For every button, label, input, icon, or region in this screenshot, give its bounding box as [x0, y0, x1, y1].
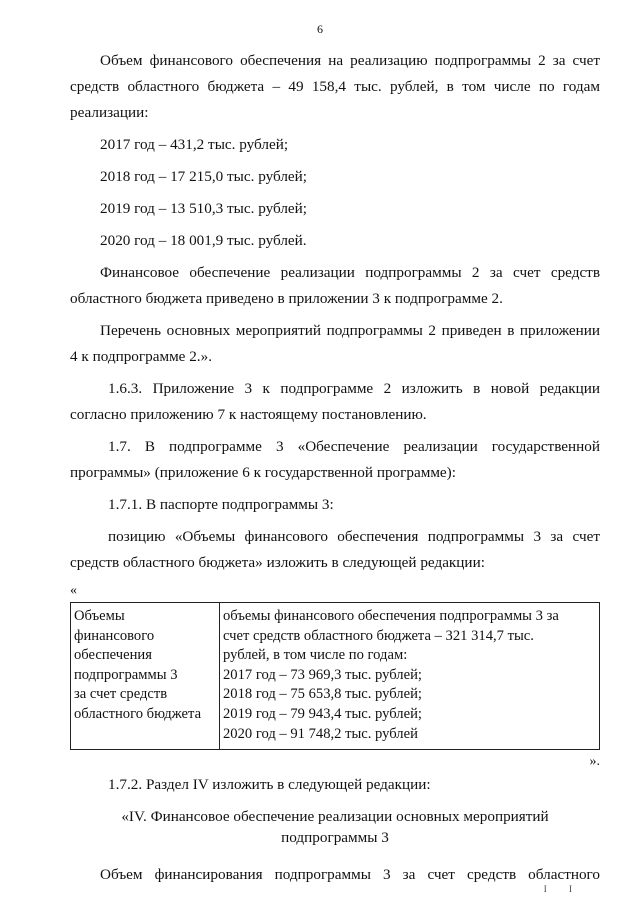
opening-quote: «: [70, 583, 77, 598]
paragraph-line: Объем финансирования подпрограммы 3 за счет средств областного: [100, 866, 600, 884]
scan-mark: I I: [543, 884, 582, 894]
paragraph-line: программы» (приложение 6 к государственной программе):: [70, 464, 456, 481]
table-cell-value: [220, 603, 600, 750]
cell-line: счет средств областного бюджета – 321 314,7 тыс.: [223, 627, 534, 644]
paragraph-line: 1.7.1. В паспорте подпрограммы 3:: [108, 496, 334, 513]
cell-line: 2020 год – 91 748,2 тыс. рублей: [223, 725, 418, 742]
year-line-2019: 2019 год – 13 510,3 тыс. рублей;: [100, 200, 308, 217]
passport-table: [70, 602, 600, 750]
year-line-2020: 2020 год – 18 001,9 тыс. рублей.: [100, 232, 307, 249]
paragraph-line: 1.6.3. Приложение 3 к подпрограмме 2 изложить в новой редакции: [108, 380, 600, 397]
paragraph-line: областного бюджета приведено в приложении 3 к подпрограмме 2.: [70, 290, 503, 307]
paragraph-line: 1.7. В подпрограмме 3 «Обеспечение реализации государственной: [108, 438, 600, 455]
paragraph-line: позицию «Объемы финансового обеспечения подпрограммы 3 за счет: [108, 528, 600, 545]
year-line-2017: 2017 год – 431,2 тыс. рублей;: [100, 136, 289, 153]
cell-line: подпрограммы 3: [74, 666, 178, 683]
paragraph-line: 1.7.2. Раздел IV изложить в следующей редакции:: [108, 776, 431, 794]
paragraph-line: Финансовое обеспечение реализации подпрограммы 2 за счет средств: [100, 264, 600, 281]
paragraph-line: Перечень основных мероприятий подпрограммы 2 приведен в приложении: [100, 322, 600, 339]
cell-line: за счет средств: [74, 686, 168, 703]
table-row: [71, 603, 600, 750]
table-cell-label: [71, 603, 220, 750]
paragraph-line: средств областного бюджета – 49 158,4 тыс. рублей, в том числе по годам: [70, 78, 600, 95]
cell-line: областного бюджета: [74, 705, 202, 722]
page-number: 6: [317, 22, 323, 36]
paragraph-line: реализации:: [70, 104, 149, 121]
cell-line: 2018 год – 75 653,8 тыс. рублей;: [223, 686, 422, 703]
section-heading: [70, 806, 600, 848]
document-body: [70, 48, 600, 888]
cell-line: обеспечения: [74, 647, 152, 664]
year-line-2018: 2018 год – 17 215,0 тыс. рублей;: [100, 168, 308, 185]
cell-line: объемы финансового обеспечения подпрограммы 3 за: [223, 608, 559, 624]
cell-line: Объемы: [74, 608, 125, 624]
paragraph-line: Объем финансового обеспечения на реализацию подпрограммы 2 за счет: [100, 52, 600, 69]
closing-quote: ».: [589, 754, 600, 770]
paragraph-line: средств областного бюджета» изложить в следующей редакции:: [70, 554, 485, 571]
cell-line: финансового: [74, 627, 155, 644]
cell-line: 2019 год – 79 943,4 тыс. рублей;: [223, 705, 422, 722]
paragraph-line: 4 к подпрограмме 2.».: [70, 348, 212, 365]
paragraph-line: согласно приложению 7 к настоящему постановлению.: [70, 406, 427, 423]
heading-line: «IV. Финансовое обеспечение реализации основных мероприятий: [121, 808, 549, 826]
heading-line: подпрограммы 3: [281, 829, 389, 847]
cell-line: рублей, в том числе по годам:: [223, 647, 408, 664]
cell-line: 2017 год – 73 969,3 тыс. рублей;: [223, 666, 422, 683]
